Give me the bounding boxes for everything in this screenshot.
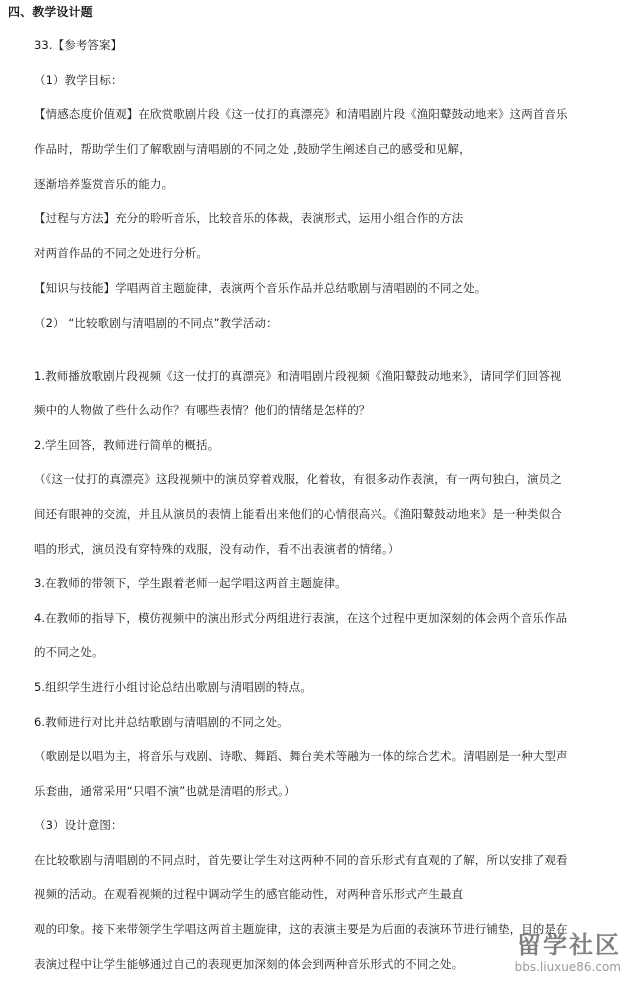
emotion-line: 【情感态度价值观】在欣赏歌剧片段《这一仗打的真漂亮》和清唱剧片段《渔阳鼙鼓动地来》这两首音乐: [34, 107, 568, 121]
step-4: 的不同之处。: [34, 645, 104, 659]
section-title: 四、教学设计题: [8, 5, 93, 19]
step-1: 1.教师播放歌剧片段视频《这一仗打的真漂亮》和清唱剧片段视频《渔阳鼙鼓动地来》，请同学们回答视: [34, 369, 562, 383]
knowledge-line: 【知识与技能】学唱两首主题旋律，表演两个音乐作品并总结歌剧与清唱剧的不同之处。: [34, 281, 487, 295]
note-2: （歌剧是以唱为主，将音乐与戏剧、诗歌、舞蹈、舞台美术等融为一体的综合艺术。清唱剧是一种大型声: [34, 749, 568, 763]
process-line: 对两首作品的不同之处进行分析。: [34, 246, 208, 260]
step-6: 6.教师进行对比并总结歌剧与清唱剧的不同之处。: [34, 715, 289, 729]
watermark-url: bbs.liuxue86.com: [514, 959, 621, 974]
emotion-line: 作品时，帮助学生们了解歌剧与清唱剧的不同之处 ,鼓励学生阐述自己的感受和见解，: [34, 142, 471, 156]
goal-heading: （1）教学目标：: [34, 73, 123, 87]
intent-line: 观的印象。接下来带领学生学唱这两首主题旋律，这的表演主要是为后面的表演环节进行铺垫，目的是在: [34, 922, 568, 936]
intent-heading: （3）设计意图：: [34, 818, 123, 832]
note-2: 乐套曲，通常采用“只唱不演”也就是清唱的形式。）: [34, 784, 296, 798]
step-1: 频中的人物做了些什么动作？有哪些表情？他们的情绪是怎样的？: [34, 403, 371, 417]
process-line: 【过程与方法】充分的聆听音乐，比较音乐的体裁，表演形式，运用小组合作的方法: [34, 211, 464, 225]
step-4: 4.在教师的指导下，模仿视频中的演出形式分两组进行表演，在这个过程中更加深刻的体会两个音乐作品: [34, 611, 568, 625]
site-watermark: [514, 930, 621, 975]
step-3: 3.在教师的带领下，学生跟着老师一起学唱这两首主题旋律。: [34, 576, 347, 590]
intent-line: 视频的活动。在观看视频的过程中调动学生的感官能动性，对两种音乐形式产生最直: [34, 887, 464, 901]
intent-line: 表演过程中让学生能够通过自己的表现更加深刻的体会到两种音乐形式的不同之处。: [34, 957, 464, 971]
intent-line: 在比较歌剧与清唱剧的不同点时，首先要让学生对这两种不同的音乐形式有直观的了解，所以安排了观看: [34, 853, 568, 867]
activity-heading: （2） “比较歌剧与清唱剧的不同点”教学活动：: [34, 316, 278, 330]
emotion-line: 逐渐培养鉴赏音乐的能力。: [34, 177, 174, 191]
step-2: 2.学生回答，教师进行简单的概括。: [34, 438, 220, 452]
note-1: 唱的形式，演员没有穿特殊的戏服，没有动作，看不出表演者的情绪。）: [34, 542, 400, 556]
note-1: 间还有眼神的交流，并且从演员的表情上能看出来他们的心情很高兴。《渔阳鼙鼓动地来》是一种类似合: [34, 507, 562, 521]
note-1: （《这一仗打的真漂亮》这段视频中的演员穿着戏服，化着妆，有很多动作表演，有一两句独白，演员之: [34, 472, 562, 486]
question-number: 33.【参考答案】: [34, 38, 123, 52]
step-5: 5.组织学生进行小组讨论总结出歌剧与清唱剧的特点。: [34, 680, 312, 694]
watermark-logo: 留学社区: [517, 930, 621, 959]
